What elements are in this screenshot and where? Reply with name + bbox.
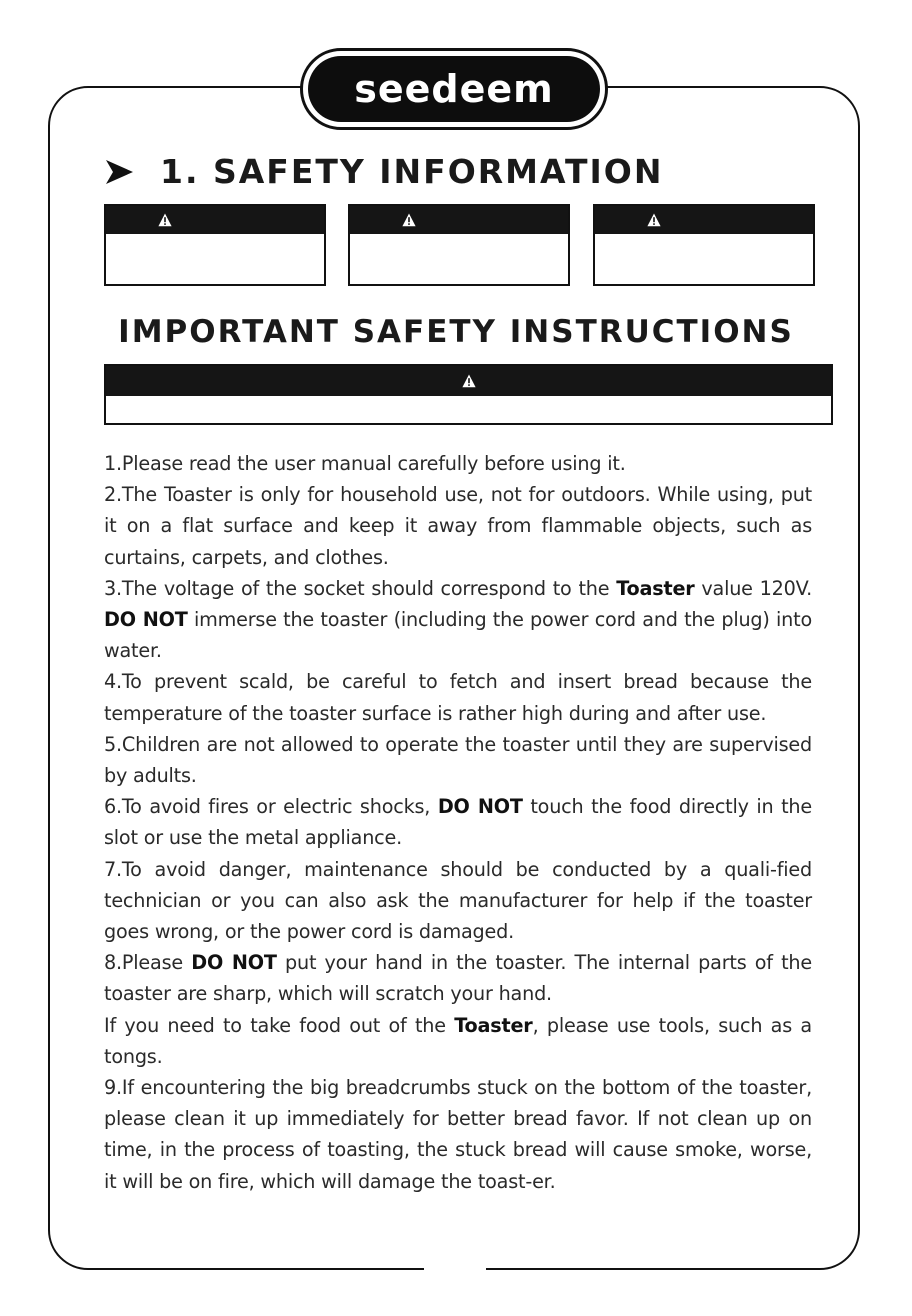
instruction-item — [104, 791, 812, 853]
instruction-text: 5.Children are not allowed to operate the toaster until they are supervised by adults. — [104, 732, 812, 788]
warning-box-2 — [348, 204, 570, 286]
instruction-text: value 120V. — [694, 576, 812, 600]
brand-logo — [300, 48, 608, 130]
instruction-text: put your hand in the toaster. The internal parts of the toaster are sharp, which will scratch your hand. — [104, 951, 812, 1006]
warning-box-3 — [593, 204, 815, 286]
instruction-text: 7.To avoid danger, maintenance should be conducted by a quali-fied technician or you can also ask the manufacturer for help if the toaster goes wrong, or the power cord is damaged. — [104, 857, 812, 944]
instruction-text: If you need to take food out of the — [104, 1013, 455, 1037]
instruction-text: touch the food directly in the slot or use the metal appliance. — [104, 795, 812, 850]
instruction-text: 4.To prevent scald, be careful to fetch and insert bread because the temperature of the toaster surface is rather high during and after use. — [104, 670, 812, 725]
brand-logo-text: seedeem — [354, 67, 554, 111]
warning-box-header — [106, 206, 324, 234]
warning-box-header — [350, 206, 568, 234]
instructions-warning-box — [104, 364, 833, 425]
page-frame-gap — [424, 1262, 486, 1276]
instruction-emphasis: Toaster — [616, 576, 695, 600]
instructions-list — [104, 448, 812, 1197]
instruction-text: 8.Please — [104, 951, 192, 975]
arrow-right-icon — [104, 159, 134, 185]
brand-logo-badge — [308, 56, 600, 122]
instruction-item — [104, 1010, 812, 1072]
warning-box-header — [595, 206, 813, 234]
section-title-text: 1. SAFETY INFORMATION — [160, 152, 664, 191]
instruction-item — [104, 448, 812, 479]
instruction-text: immerse the toaster (including the power cord and the plug) into water. — [104, 608, 812, 663]
warning-triangle-icon — [158, 213, 172, 227]
instruction-item — [104, 947, 812, 1009]
instruction-item — [104, 729, 812, 791]
warning-box-1 — [104, 204, 326, 286]
instruction-item — [104, 666, 812, 728]
instruction-text: 2.The Toaster is only for household use, not for outdoors. While using, put it on a flat surface and keep it away from flammable objects, such as curtains, carpets, and clothes. — [104, 483, 812, 569]
instruction-text: 9.If encountering the big breadcrumbs stuck on the bottom of the toaster, please clean it up immediately for better bread favor. If not clean up on time, in the process of toasting, the stuck bread will cause smoke, worse, it will be on fire, which will damage the toast-er. — [104, 1076, 812, 1193]
instruction-text: 6.To avoid fires or electric shocks, — [104, 795, 438, 819]
instructions-heading: IMPORTANT SAFETY INSTRUCTIONS — [118, 314, 794, 350]
instruction-emphasis: DO NOT — [191, 951, 277, 975]
instructions-warning-header — [106, 366, 831, 396]
instruction-text: 1.Please read the user manual carefully before using it. — [104, 452, 626, 475]
warning-triangle-icon — [462, 374, 476, 388]
warning-triangle-icon — [647, 213, 661, 227]
instruction-item — [104, 573, 812, 667]
instruction-emphasis: Toaster — [454, 1013, 533, 1037]
instruction-text: 3.The voltage of the socket should correspond to the — [104, 576, 617, 600]
instruction-emphasis: DO NOT — [104, 608, 188, 632]
instruction-text: , please use tools, such as a tongs. — [104, 1013, 812, 1068]
section-title — [104, 152, 663, 191]
instruction-item — [104, 1072, 812, 1197]
instruction-item — [104, 854, 812, 948]
instruction-item — [104, 479, 812, 573]
instruction-emphasis: DO NOT — [437, 795, 523, 819]
warning-triangle-icon — [402, 213, 416, 227]
